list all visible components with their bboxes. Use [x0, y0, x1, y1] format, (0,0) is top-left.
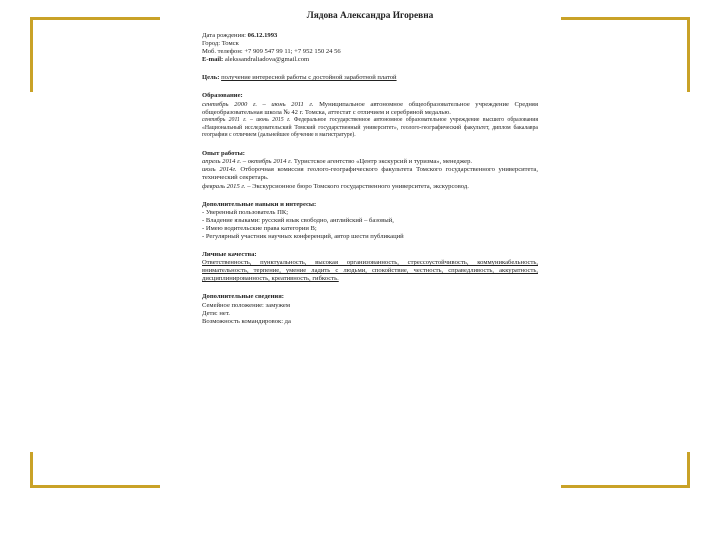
phone-line: Моб. телефон: +7 909 547 99 11; +7 952 150 24 56 — [202, 48, 341, 56]
experience-entry-1-text: Туристское агентство «Центр экскурсий и туризма», менеджер. — [293, 158, 473, 166]
corner-bottom-right-v — [687, 452, 690, 488]
education-entry-2-dates: сентябрь 2011 г. – июнь 2015 г. — [202, 116, 291, 123]
corner-top-left-v — [30, 17, 33, 92]
corner-bottom-left-h — [30, 485, 160, 488]
experience-entry-3-dates: февраль 2015 г. — [202, 182, 246, 190]
education-entry-1-text: Муниципальное автономное общеобразовательное учреждение Средняя общеобразовательная школа № 42 г. Томска, аттестат с отличием и серебряной медалью. — [202, 100, 538, 116]
experience-entry-2-text: Отборочная комиссия геолого-географического факультета Томского государственного университета, технический секретарь. — [202, 166, 538, 182]
education-entry-1-dates: сентябрь 2000 г. – июнь 2011 г. — [202, 100, 314, 108]
corner-bottom-right-h — [561, 485, 690, 488]
skills-item: - Владение языками: русский язык свободно, английский – базовый, — [202, 216, 394, 224]
corner-top-left-h — [30, 17, 160, 20]
experience-entry-3 — [202, 183, 538, 191]
qualities-heading: Личные качества: — [202, 251, 257, 259]
resume-document — [202, 10, 538, 534]
children-info: Дети: нет. — [202, 309, 230, 317]
experience-entry-2-dates: июль 2014г. — [202, 166, 237, 174]
experience-entry-3-text: – Экскурсионное бюро Томского государственного университета, экскурсовод. — [247, 182, 469, 190]
experience-entry-1 — [202, 158, 538, 166]
email-value[interactable]: alekssandraliadova@gmail.com — [224, 56, 310, 64]
email-label: E-mail: — [202, 56, 224, 64]
birth-date-line — [202, 32, 538, 40]
corner-top-right-h — [561, 17, 690, 20]
education-heading: Образование: — [202, 92, 243, 100]
additional-heading: Дополнительные сведения: — [202, 293, 284, 301]
corner-bottom-left-v — [30, 452, 33, 488]
corner-top-right-v — [687, 17, 690, 92]
skills-item: - Регулярный участник научных конференций, автор шести публикаций — [202, 232, 404, 240]
skills-item: - Имею водительские права категории В; — [202, 224, 317, 232]
birth-date-value: 06.12.1993 — [247, 32, 278, 39]
goal-line — [202, 74, 538, 82]
education-entry-1 — [202, 101, 538, 117]
experience-heading: Опыт работы: — [202, 150, 245, 158]
resume-name: Лядова Александра Игоревна — [306, 11, 434, 21]
education-entry-2 — [202, 117, 538, 140]
goal-text: получение интересной работы с достойной заработной платой — [221, 74, 397, 82]
city-line: Город: Томск — [202, 40, 239, 48]
experience-entry-2 — [202, 166, 538, 182]
relocation-info: Возможность командировок: да — [202, 317, 291, 325]
skills-item: - Уверенный пользователь ПК; — [202, 208, 289, 216]
goal-label: Цель: — [202, 74, 220, 82]
skills-heading: Дополнительные навыки и интересы: — [202, 200, 317, 208]
experience-entry-1-dates: апрель 2014 г. – октябрь 2014 г. — [202, 158, 293, 166]
marital-status: Семейное положение: замужем — [202, 301, 291, 309]
education-entry-2-text: Федеральное государственное автономное образовательное учреждение высшего образования «Национальный исследовательский Томский государственный университет», геолого-географический факультет, диплом бакалавра географии с отличием (дальнейшее обучение в магистратуре). — [202, 116, 538, 139]
birth-date-label: Дата рождения: — [202, 32, 246, 39]
email-line — [202, 56, 538, 64]
qualities-text: Ответственность, пунктуальность, высокая организованность, стрессоустойчивость, коммуникабельность, внимательность, терпение, умение ладить с людьми, спокойствие, честность, справедливость, аккуратность, дисциплинированность, креативность, гибкость. — [202, 259, 538, 283]
